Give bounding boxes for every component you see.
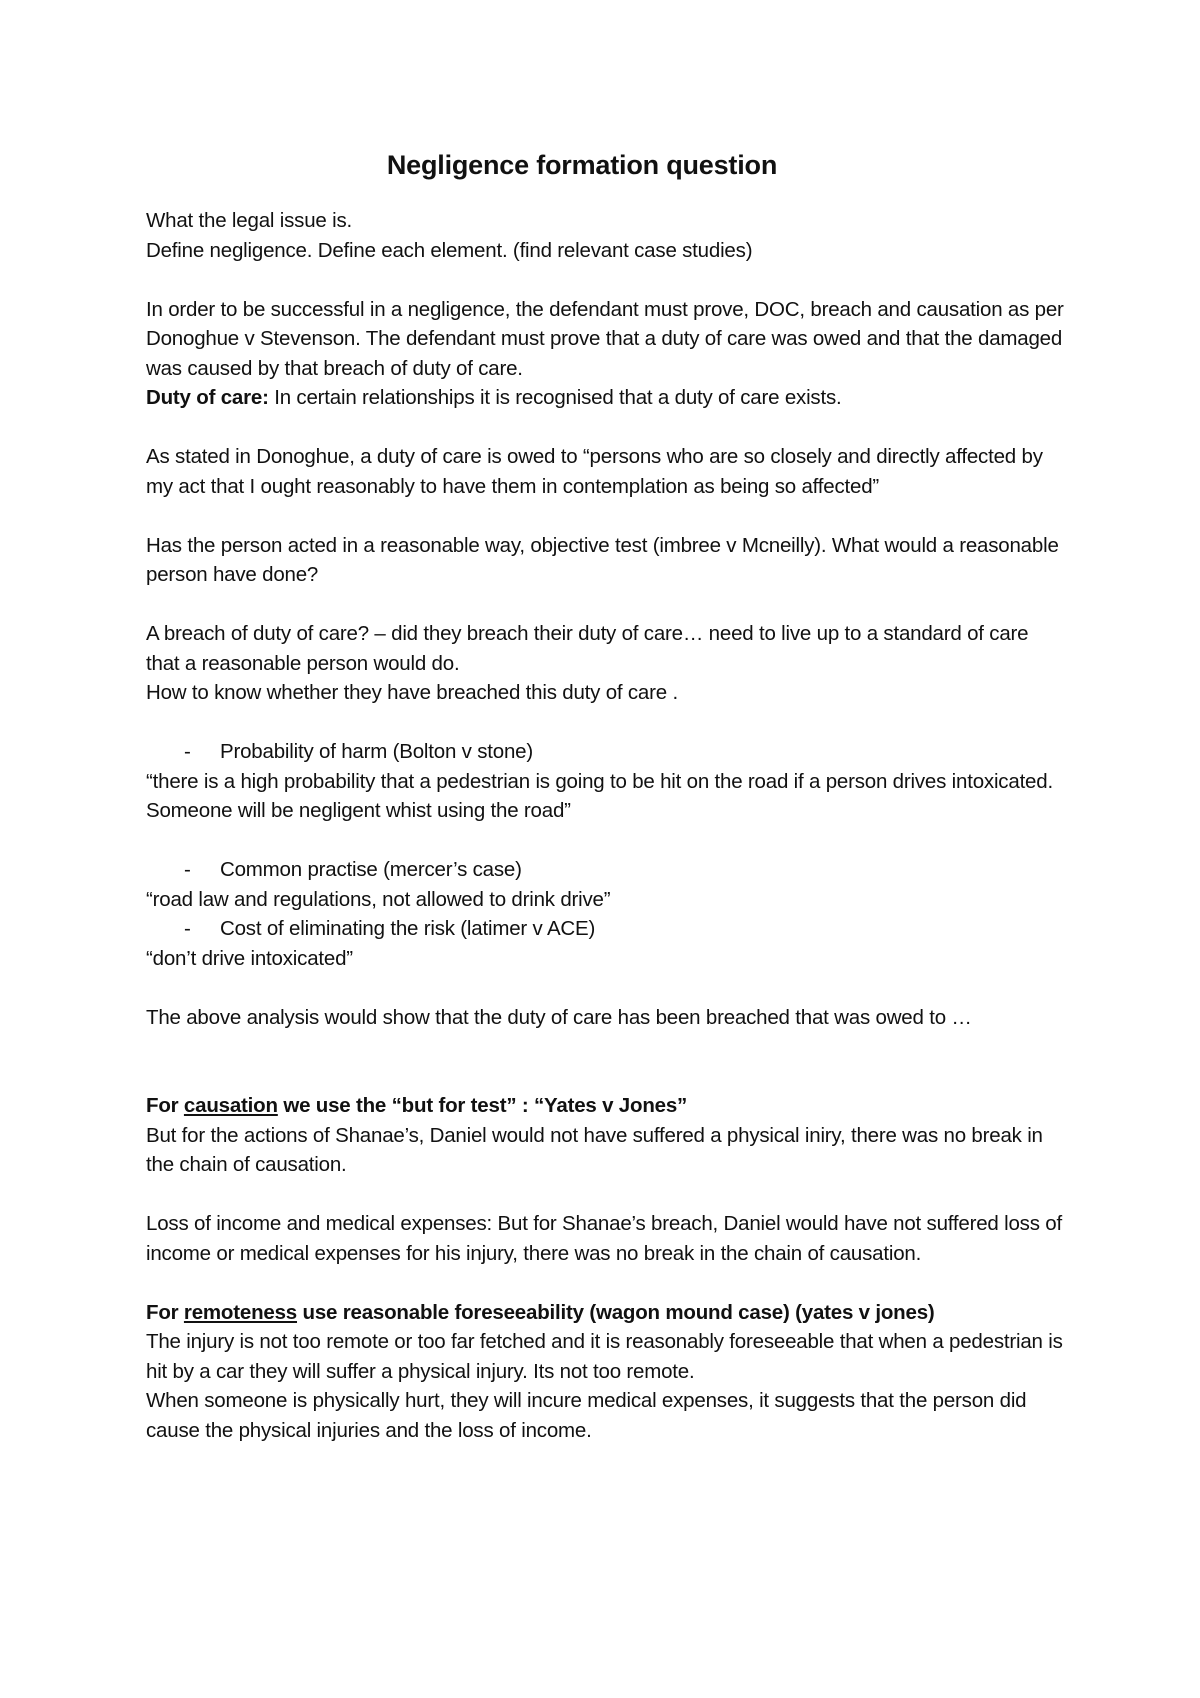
paragraph-remoteness-1: The injury is not too remote or too far fetched and it is reasonably foreseeable that when a pedestrian is hit by a car they will suffer a physical injury. Its not too remote.	[146, 1330, 1063, 1383]
remoteness-heading-underlined: remoteness	[183, 1300, 298, 1324]
bullet-common-practise	[146, 855, 1066, 885]
duty-of-care-label: Duty of care:	[146, 386, 269, 409]
causation-heading-underlined: causation	[183, 1094, 278, 1117]
paragraph-causation: But for the actions of Shanae’s, Daniel would not have suffered a physical iniry, there was no break in the chain of causation.	[146, 1123, 1043, 1176]
spacer	[146, 708, 1066, 738]
spacer	[146, 1268, 1066, 1298]
spacer	[146, 826, 1066, 856]
causation-heading-post: we use the “but for test” : “Yates v Jones”	[277, 1094, 688, 1117]
bullet-quote-cost: “don’t drive intoxicated”	[146, 946, 353, 970]
spacer	[146, 590, 1066, 620]
bullet-label: Cost of eliminating the risk (latimer v ACE)	[220, 917, 596, 940]
paragraph-breach-line-1: A breach of duty of care? – did they breach their duty of care… need to live up to a standard of care that a reasonable person would do.	[146, 622, 1029, 675]
bullet-quote-common-practise: “road law and regulations, not allowed to drink drive”	[146, 887, 611, 911]
paragraph-remoteness-2: When someone is physically hurt, they will incure medical expenses, it suggests that the person did cause the physical injuries and the loss of income.	[146, 1389, 1027, 1442]
bullet-dash: -	[184, 740, 191, 763]
bullet-probability-of-harm	[146, 737, 1066, 767]
page-title: Negligence formation question	[386, 150, 778, 180]
spacer	[146, 501, 1066, 531]
intro-line-2: Define negligence. Define each element. (find relevant case studies)	[146, 238, 753, 262]
spacer	[146, 1180, 1066, 1210]
spacer	[146, 265, 1066, 295]
intro-line-1: What the legal issue is.	[146, 209, 352, 232]
bullet-label: Probability of harm (Bolton v stone)	[220, 740, 533, 763]
duty-of-care-text: In certain relationships it is recognised that a duty of care exists.	[268, 386, 842, 409]
remoteness-heading-post: use reasonable foreseeability (wagon mound case) (yates v jones)	[297, 1300, 935, 1324]
bullet-label: Common practise (mercer’s case)	[220, 858, 522, 881]
bullet-dash: -	[184, 858, 191, 881]
paragraph-duty-of-care	[146, 383, 1066, 413]
spacer	[146, 973, 1066, 1003]
paragraph-negligence-elements: In order to be successful in a negligence, the defendant must prove, DOC, breach and causation as per Donoghue v Stevenson. The defendant must prove that a duty of care was owed and that the damaged was caused by that breach of duty of care.	[146, 297, 1064, 380]
document-page	[146, 148, 1066, 1445]
remoteness-heading	[146, 1298, 1066, 1328]
paragraph-loss-of-income: Loss of income and medical expenses: But for Shanae’s breach, Daniel would have not suffered loss of income or medical expenses for his injury, there was no break in the chain of causation.	[146, 1212, 1062, 1265]
bullet-cost-of-eliminating-risk	[146, 914, 1066, 944]
remoteness-heading-pre: For	[146, 1300, 184, 1324]
paragraph-donoghue-quote: As stated in Donoghue, a duty of care is owed to “persons who are so closely and directly affected by my act that I ought reasonably to have them in contemplation as being so affected”	[146, 445, 1043, 498]
bullet-dash: -	[184, 917, 191, 940]
paragraph-breach-line-2: How to know whether they have breached this duty of care .	[146, 681, 678, 704]
paragraph-analysis-conclusion: The above analysis would show that the duty of care has been breached that was owed to …	[146, 1005, 972, 1029]
spacer	[146, 413, 1066, 443]
paragraph-reasonable-person: Has the person acted in a reasonable way, objective test (imbree v Mcneilly). What would a reasonable person have done?	[146, 533, 1059, 586]
causation-heading-pre: For	[146, 1094, 184, 1117]
spacer	[146, 1032, 1066, 1091]
causation-heading	[146, 1091, 1066, 1121]
bullet-quote-probability: “there is a high probability that a pedestrian is going to be hit on the road if a person drives intoxicated. Someone will be negligent whist using the road”	[146, 769, 1053, 822]
